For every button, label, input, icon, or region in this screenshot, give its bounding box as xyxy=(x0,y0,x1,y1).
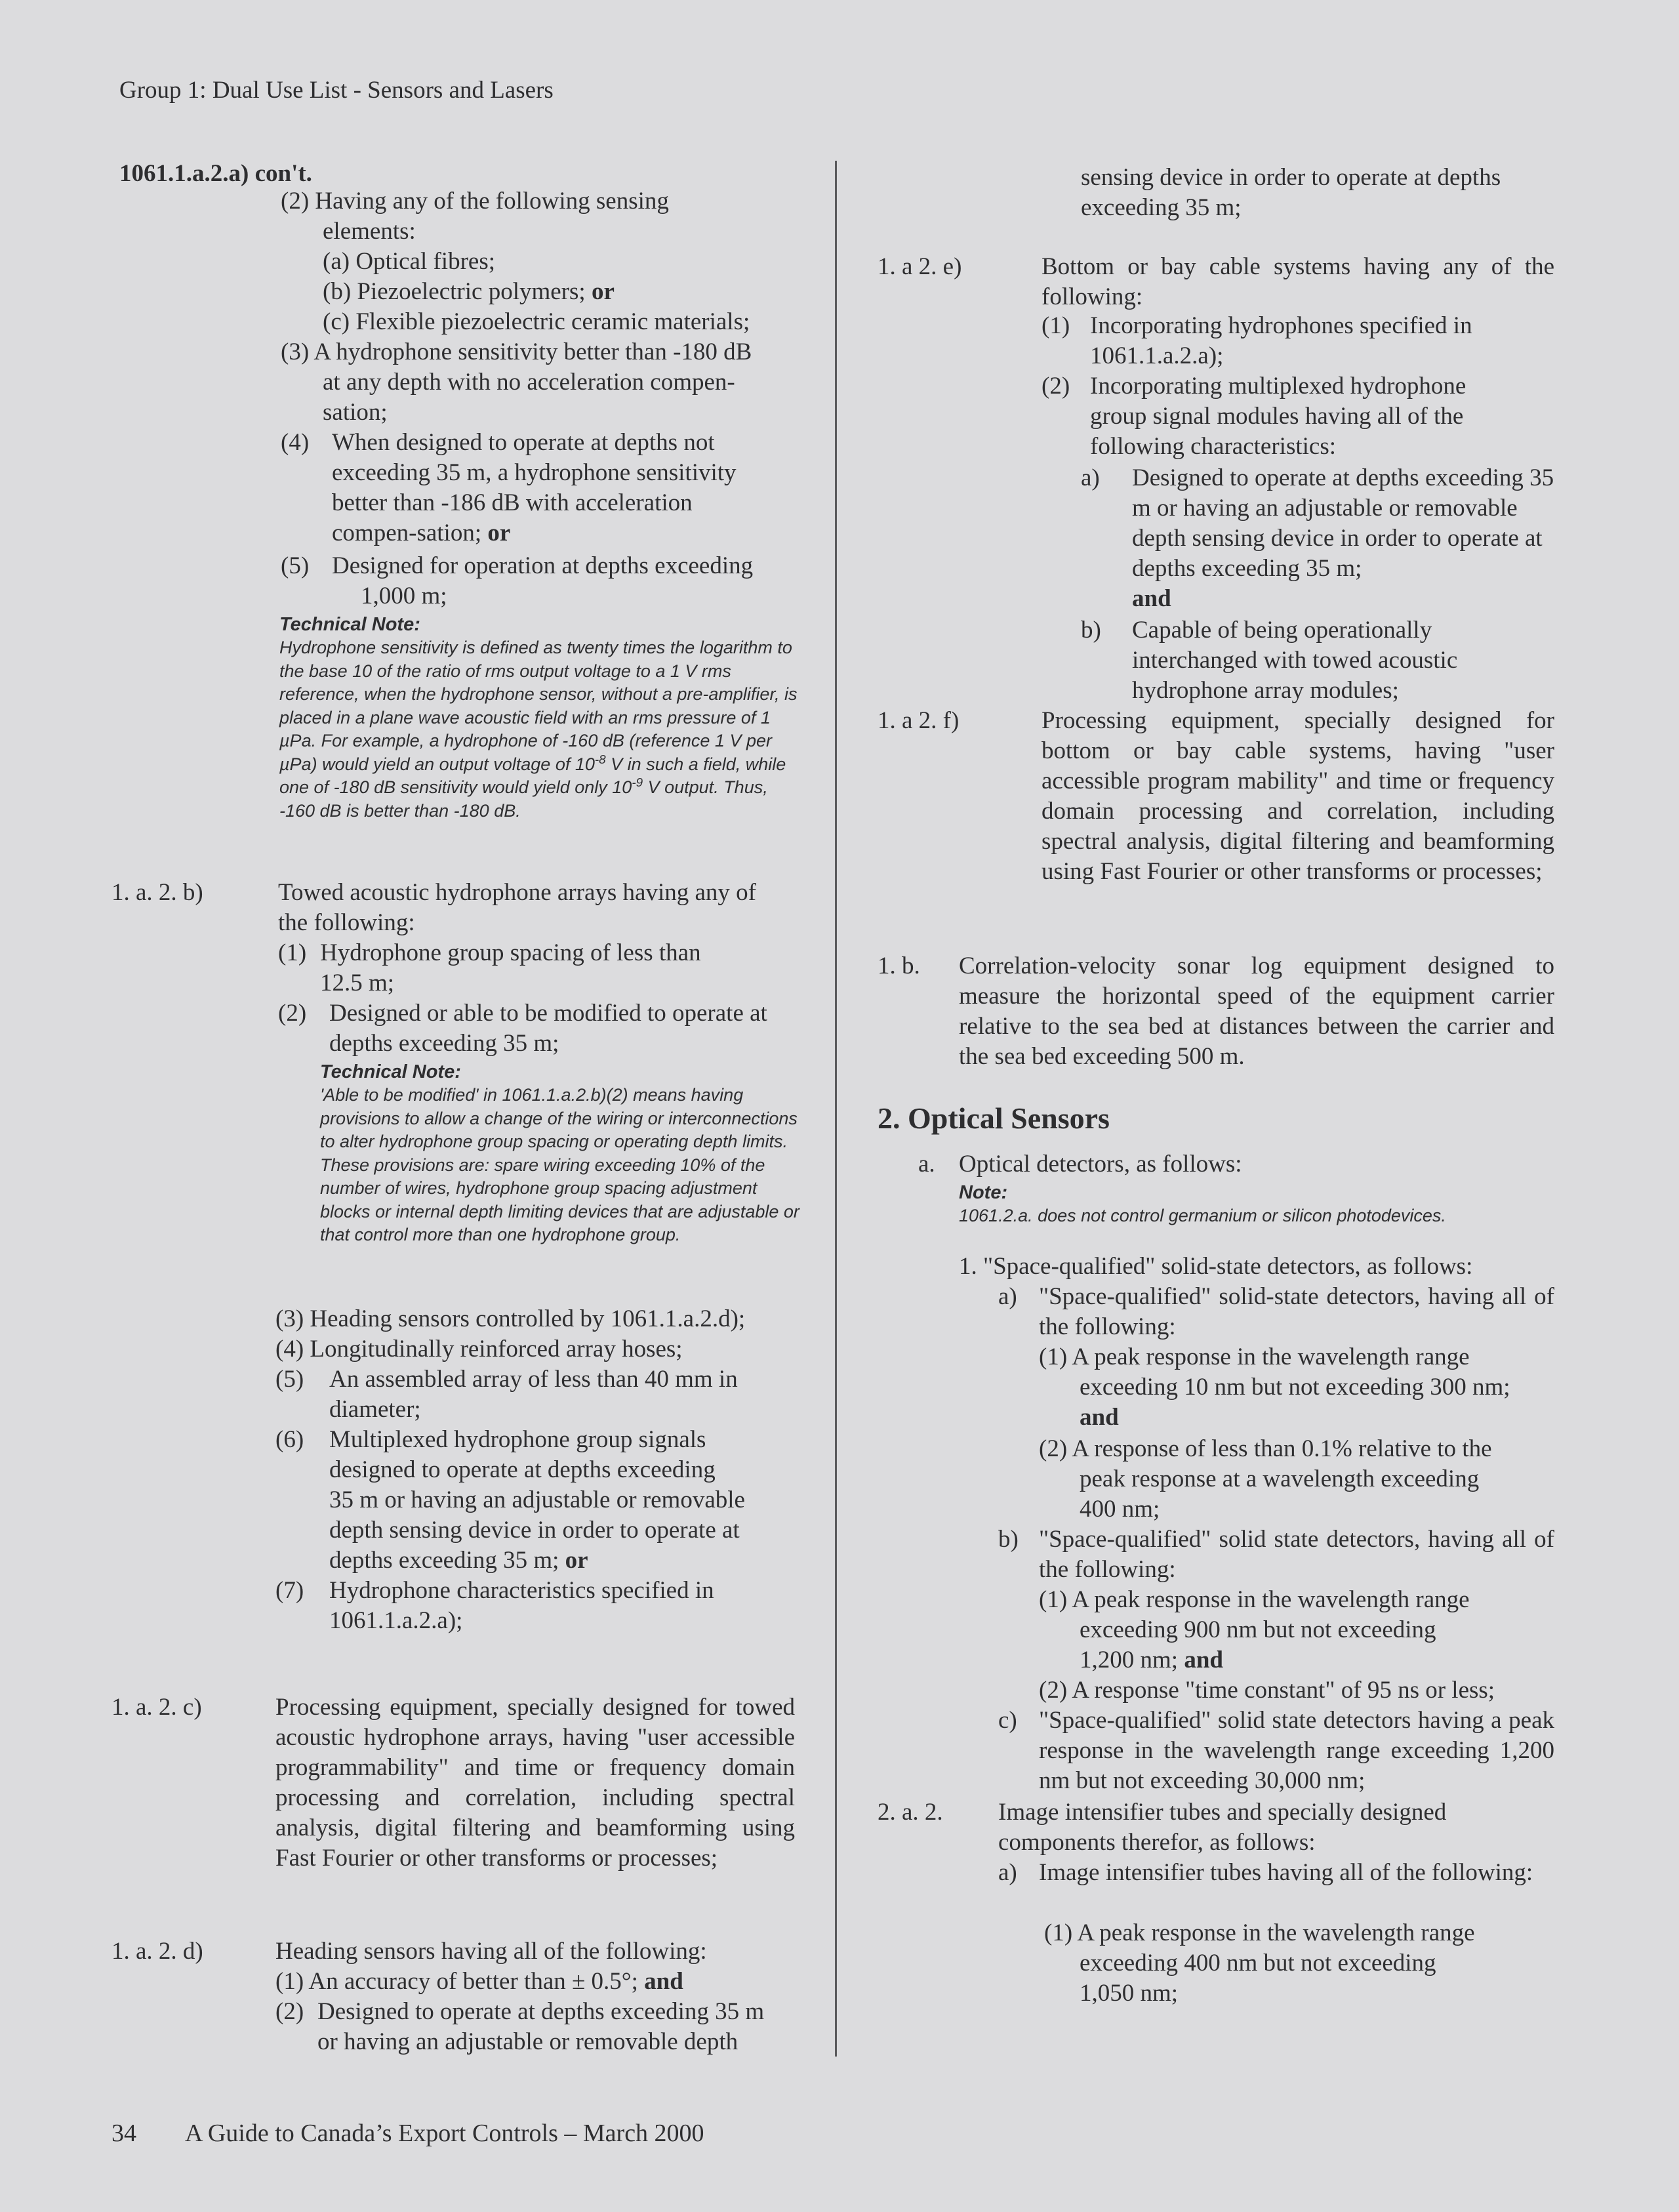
paragraph: Processing equipment, specially designed for towed acoustic hydrophone arrays, having "user accessible programmability" and time or frequency domain processing and correlation, including spectral analysis, digital filtering and beamforming using Fast Fourier or other transforms or processes; xyxy=(275,1694,795,1872)
item-label: 1. a. 2. c) xyxy=(111,1694,202,1721)
technical-note-label: Technical Note: xyxy=(320,1061,461,1082)
technical-note-label: Technical Note: xyxy=(279,614,420,635)
item-number: b) xyxy=(1081,617,1101,644)
text-line: 1,200 nm; and xyxy=(1080,1647,1223,1673)
paragraph: "Space-qualified" solid state detectors having a peak response in the wavelength range exceeding 1,200 nm but not exceeding 30,000 nm; xyxy=(1039,1707,1554,1794)
text-line: peak response at a wavelength exceeding xyxy=(1080,1465,1480,1492)
note-text: 1061.2.a. does not control germanium or silicon photodevices. xyxy=(959,1206,1446,1225)
technical-note-text: 'Able to be modified' in 1061.1.a.2.b)(2) means having provisions to allow a change of the wiring or interconnections to alter hydrophone group spacing or operating depth limits. These provisions are: spare wiring exceeding 10% of the number of wires, hydrophone group spacing adjustment blocks or internal depth limiting devices that are adjustable or that control more than one hydrophone group. xyxy=(320,1085,799,1244)
and-keyword: and xyxy=(1132,585,1171,612)
item-number: a) xyxy=(998,1859,1017,1886)
and-keyword: and xyxy=(1184,1647,1223,1673)
text-line: Multiplexed hydrophone group signals xyxy=(329,1426,706,1453)
text-line: Incorporating hydrophones specified in xyxy=(1090,312,1472,339)
text-line: 1,000 m; xyxy=(361,583,447,609)
text-line: Optical detectors, as follows: xyxy=(959,1151,1242,1178)
text-line: 400 nm; xyxy=(1080,1496,1160,1523)
text-line: (2) Having any of the following sensing xyxy=(281,188,669,215)
text-line: 1. "Space-qualified" solid-state detectors, as follows: xyxy=(959,1253,1473,1280)
item-label: 2. a. 2. xyxy=(878,1799,943,1826)
text-line: (2) A response of less than 0.1% relative to the xyxy=(1039,1435,1492,1462)
text-line: (c) Flexible piezoelectric ceramic materials; xyxy=(323,308,750,335)
and-keyword: and xyxy=(1080,1404,1119,1431)
item-number: a) xyxy=(998,1283,1017,1310)
text-line: Image intensifier tubes and specially designed xyxy=(998,1799,1447,1826)
item-number: c) xyxy=(998,1707,1017,1734)
note-label: Note: xyxy=(959,1182,1008,1203)
page-footer xyxy=(111,2119,704,2148)
text-line: exceeding 35 m; xyxy=(1081,194,1242,221)
text-line: 1061.1.a.2.a); xyxy=(1090,342,1224,369)
page-number: 34 xyxy=(111,2120,136,2147)
text-line: designed to operate at depths exceeding xyxy=(329,1456,716,1483)
text-line: An assembled array of less than 40 mm in xyxy=(329,1366,738,1393)
text-line: sation; xyxy=(323,399,388,426)
or-keyword: or xyxy=(591,278,615,305)
item-number: (6) xyxy=(275,1426,304,1453)
text-line: (1) An accuracy of better than ± 0.5°; and xyxy=(275,1968,683,1995)
item-label: 1. a 2. f) xyxy=(878,707,960,734)
text-line: depths exceeding 35 m; xyxy=(329,1030,559,1057)
text-line: (4) Longitudinally reinforced array hoses; xyxy=(275,1336,683,1362)
item-number: (2) xyxy=(275,1998,304,2025)
text-line: Incorporating multiplexed hydrophone xyxy=(1090,373,1467,399)
text-line: 1,050 nm; xyxy=(1080,1980,1179,2007)
item-number: a) xyxy=(1081,464,1100,491)
text-line: exceeding 10 nm but not exceeding 300 nm; xyxy=(1080,1374,1510,1401)
item-number: (5) xyxy=(281,552,310,579)
text-line: depth sensing device in order to operate at xyxy=(329,1517,740,1544)
text-line: Heading sensors having all of the following: xyxy=(275,1938,707,1965)
continuation-heading: 1061.1.a.2.a) con't. xyxy=(119,160,312,187)
paragraph: "Space-qualified" solid state detectors, having all of the following: xyxy=(1039,1526,1554,1583)
text-line: (b) Piezoelectric polymers; or xyxy=(323,278,615,305)
text-line: compen-sation; or xyxy=(332,520,511,546)
text-line: components therefor, as follows: xyxy=(998,1829,1316,1856)
paragraph: Bottom or bay cable systems having any of the following: xyxy=(1042,253,1554,310)
paragraph: Processing equipment, specially designed for bottom or bay cable systems, having "user accessible program mability" and time or frequency domain processing and correlation, including spectral analysis, digital filtering and beamforming using Fast Fourier or other transforms or processes; xyxy=(1042,707,1554,885)
page-header: Group 1: Dual Use List - Sensors and Lasers xyxy=(119,77,554,104)
or-keyword: or xyxy=(565,1547,588,1574)
footer-title: A Guide to Canada’s Export Controls – March 2000 xyxy=(185,2120,704,2147)
item-number: (7) xyxy=(275,1577,304,1604)
text-line: group signal modules having all of the xyxy=(1090,403,1464,430)
item-number: b) xyxy=(998,1526,1019,1553)
paragraph: "Space-qualified" solid-state detectors, having all of the following: xyxy=(1039,1283,1554,1340)
text-line: 35 m or having an adjustable or removable xyxy=(329,1486,745,1513)
text-line: (3) Heading sensors controlled by 1061.1.a.2.d); xyxy=(275,1305,746,1332)
text-line: (3) A hydrophone sensitivity better than -180 dB xyxy=(281,338,752,365)
item-number: (1) xyxy=(1042,312,1070,339)
item-label: 1. a. 2. d) xyxy=(111,1938,203,1965)
paragraph: Designed to operate at depths exceeding 35 m or having an adjustable or removable depth sensing device in order to operate at depths exceeding 35 m; xyxy=(1132,464,1554,582)
text-line: Designed or able to be modified to operate at xyxy=(329,1000,767,1027)
item-label: a. xyxy=(918,1151,935,1178)
text-line: exceeding 900 nm but not exceeding xyxy=(1080,1616,1436,1643)
text-line: diameter; xyxy=(329,1396,421,1423)
text-line: better than -186 dB with acceleration xyxy=(332,489,693,516)
item-number: (4) xyxy=(281,429,310,456)
text-line: sensing device in order to operate at depths xyxy=(1081,164,1501,191)
text-line: at any depth with no acceleration compen- xyxy=(323,369,735,396)
text-line: exceeding 35 m, a hydrophone sensitivity xyxy=(332,459,737,486)
text-line: Designed for operation at depths exceeding xyxy=(332,552,754,579)
paragraph: Correlation-velocity sonar log equipment designed to measure the horizontal speed of the equipment carrier relative to the sea bed at distances between the carrier and the sea bed exceeding 500 m. xyxy=(959,952,1554,1070)
text-line: Hydrophone characteristics specified in xyxy=(329,1577,714,1604)
paragraph: Capable of being operationally interchanged with towed acoustic hydrophone array modules; xyxy=(1132,617,1458,704)
item-label: 1. a 2. e) xyxy=(878,253,962,280)
or-keyword: or xyxy=(487,520,511,546)
text-line: (1) A peak response in the wavelength range xyxy=(1039,1586,1470,1613)
text-line: depths exceeding 35 m; or xyxy=(329,1547,588,1574)
section-heading: 2. Optical Sensors xyxy=(878,1101,1110,1135)
text-line: elements: xyxy=(323,218,416,245)
text-line: exceeding 400 nm but not exceeding xyxy=(1080,1950,1436,1976)
item-label: 1. a. 2. b) xyxy=(111,879,203,906)
text-line: (1) A peak response in the wavelength range xyxy=(1044,1919,1475,1946)
item-number: (1) xyxy=(278,939,307,966)
text-line: (2) A response "time constant" of 95 ns or less; xyxy=(1039,1677,1495,1704)
text-line: (a) Optical fibres; xyxy=(323,248,495,275)
item-number: (5) xyxy=(275,1366,304,1393)
text-line: 1061.1.a.2.a); xyxy=(329,1607,463,1634)
and-keyword: and xyxy=(644,1968,683,1995)
text-line: (1) A peak response in the wavelength range xyxy=(1039,1343,1470,1370)
text-line: Designed to operate at depths exceeding 35 m xyxy=(317,1998,765,2025)
text-line: When designed to operate at depths not xyxy=(332,429,715,456)
technical-note-text: Hydrophone sensitivity is defined as twenty times the logarithm to the base 10 of the ratio of rms output voltage to a 1 V rms reference, when the hydrophone sensor, without a pre-amplifier, is placed in a plane wave acoustic field with an rms pressure of 1 µPa. For example, a hydrophone of -160 dB (reference 1 V per µPa) would yield an output voltage of $10^{-8}$ V in such a field, while one of -180 dB sensitivity would yield only $10^{-9}$ V output. Thus, -160 dB is better than -180 dB. xyxy=(279,638,798,821)
item-number: (2) xyxy=(1042,373,1070,399)
text-line: following characteristics: xyxy=(1090,433,1337,460)
text-line: Hydrophone group spacing of less than xyxy=(320,939,701,966)
text-line: or having an adjustable or removable depth xyxy=(317,2028,738,2055)
text-line: Towed acoustic hydrophone arrays having any of xyxy=(278,879,756,906)
text-line: the following: xyxy=(278,909,415,936)
paragraph: Image intensifier tubes having all of the following: xyxy=(1039,1859,1533,1886)
column-divider xyxy=(835,161,837,2057)
item-label: 1. b. xyxy=(878,952,920,979)
text-line: 12.5 m; xyxy=(320,970,395,996)
item-number: (2) xyxy=(278,1000,307,1027)
